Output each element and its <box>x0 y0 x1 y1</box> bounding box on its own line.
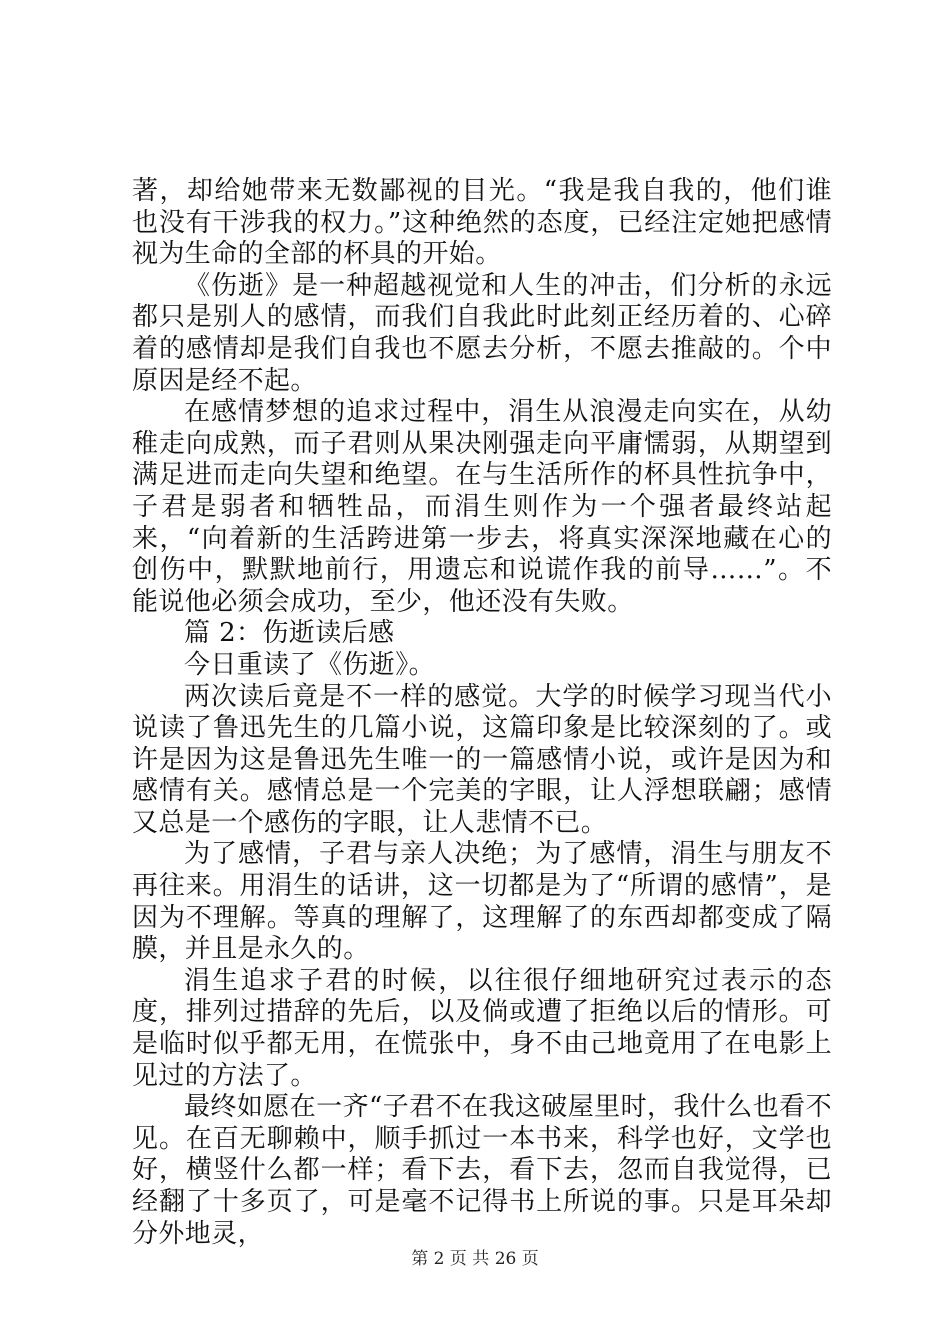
document-body <box>132 176 832 1250</box>
paragraph-continuation: 著，却给她带来无数鄙视的目光。“我是我自我的，他们谁也没有干涉我的权力。”这种绝然的态度，已经注定她把感情视为生命的全部的杯具的开始。 <box>132 176 832 270</box>
paragraph: 最终如愿在一齐“子君不在我这破屋里时，我什么也看不见。在百无聊赖中，顺手抓过一本书来，科学也好，文学也好，横竖什么都一样；看下去，看下去，忽而自我觉得，已经翻了十多页了，可是毫不记得书上所说的事。只是耳朵却分外地灵， <box>132 1092 832 1249</box>
paragraph: 两次读后竟是不一样的感觉。大学的时候学习现当代小说读了鲁迅先生的几篇小说，这篇印象是比较深刻的了。或许是因为这是鲁迅先生唯一的一篇感情小说，或许是因为和感情有关。感情总是一个完美的字眼，让人浮想联翩；感情又总是一个感伤的字眼，让人悲情不已。 <box>132 681 832 838</box>
paragraph: 涓生追求子君的时候，以往很仔细地研究过表示的态度，排列过措辞的先后，以及倘或遭了拒绝以后的情形。可是临时似乎都无用，在慌张中，身不由己地竟用了在电影上见过的方法了。 <box>132 965 832 1091</box>
paragraph: 为了感情，子君与亲人决绝；为了感情，涓生与朋友不再往来。用涓生的话讲，这一切都是为了“所谓的感情”，是因为不理解。等真的理解了，这理解了的东西却都变成了隔膜，并且是永久的。 <box>132 839 832 965</box>
paragraph: 今日重读了《伤逝》。 <box>184 649 436 680</box>
paragraph: 《伤逝》是一种超越视觉和人生的冲击，们分析的永远都只是别人的感情，而我们自我此时此刻正经历着的、心碎着的感情却是我们自我也不愿去分析，不愿去推敲的。个中原因是经不起。 <box>132 270 832 396</box>
paragraph: 在感情梦想的追求过程中，涓生从浪漫走向实在，从幼稚走向成熟，而子君则从果决刚强走向平庸懦弱，从期望到满足进而走向失望和绝望。在与生活所作的杯具性抗争中，子君是弱者和牺牲品，而涓生则作为一个强者最终站起来，“向着新的生活跨进第一步去，将真实深深地藏在心的创伤中，默默地前行，用遗忘和说谎作我的前导……”。不能说他必须会成功，至少，他还没有失败。 <box>132 397 832 617</box>
page-number-footer: 第 2 页 共 26 页 <box>411 1249 539 1269</box>
section-heading: 篇 2：伤逝读后感 <box>184 618 395 649</box>
